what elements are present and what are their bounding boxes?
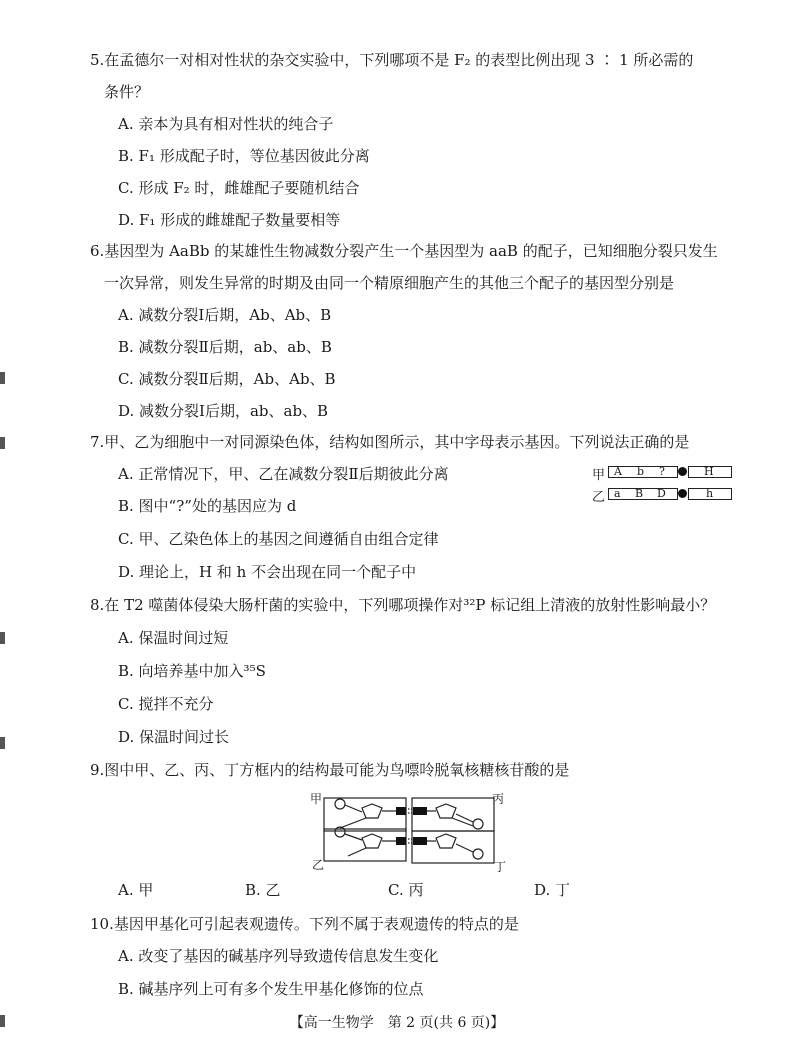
q6-option-b: B. 减数分裂Ⅱ后期，ab、ab、B [118,338,332,356]
q9-option-b: B. 乙 [245,881,281,899]
gene-label: H [704,465,714,478]
page-footer: 【高一生物学 第 2 页(共 6 页)】 [289,1015,505,1031]
chromosome-arm [688,488,732,500]
q9-options [0,880,794,900]
q10-stem: 10.基因甲基化可引起表观遗传。下列不属于表观遗传的特点的是 [90,915,519,933]
q6-stem: 6.基因型为 AaBb 的某雄性生物减数分裂产生一个基因型为 aaB 的配子，已知细胞分裂只发生 [90,242,718,260]
base-right-bottom [413,837,427,845]
q8-option-a: A. 保温时间过短 [118,629,229,647]
label-jia: 甲 [310,792,323,806]
gene-label: h [706,487,714,500]
q7-option-c: C. 甲、乙染色体上的基因之间遵循自由组合定律 [118,530,439,548]
sugar-right-top [436,804,456,818]
q9-option-d: D. 丁 [534,881,571,899]
q6-option-a: A. 减数分裂Ⅰ后期，Ab、Ab、B [118,306,332,324]
phosphate-left-top [335,799,345,809]
q8-stem: 8.在 T2 噬菌体侵染大肠杆菌的实验中，下列哪项操作对³²P 标记组上清液的放射性影响最小？ [90,596,716,614]
phosphate-right-bottom [473,849,483,859]
q5-option-d: D. F₁ 形成的雌雄配子数量要相等 [118,211,341,229]
q8-option-d: D. 保温时间过长 [118,728,230,746]
centromere [678,489,687,498]
label-yi: 乙 [312,858,325,872]
chromosome-label: 甲 [592,468,606,483]
sugar-right-bottom [436,834,456,848]
label-bing: 丙 [492,792,505,806]
label-ding: 丁 [494,860,507,874]
chromosome-label: 乙 [592,490,606,505]
sugar-left-top [362,804,382,818]
q8-option-c: C. 搅拌不充分 [118,695,214,713]
margin-mark [0,632,5,644]
margin-mark [0,737,5,749]
gene-label: A [614,465,622,478]
q7-stem: 7.甲、乙为细胞中一对同源染色体，结构如图所示，其中字母表示基因。下列说法正确的是 [90,433,690,451]
q5-option-c: C. 形成 F₂ 时，雌雄配子要随机结合 [118,179,360,197]
gene-label: a [614,487,621,500]
q5-option-a: A. 亲本为具有相对性状的纯合子 [118,115,334,133]
chromosome-arm [608,466,678,478]
gene-label: b [637,465,645,478]
base-left-bottom [396,837,406,845]
q5-stem: 5.在孟德尔一对相对性状的杂交实验中，下列哪项不是 F₂ 的表型比例出现 3 ∶ 1 所必需的 [90,51,694,69]
q10-option-a: A. 改变了基因的碱基序列导致遗传信息发生变化 [118,947,439,965]
chromosome-arm [688,466,732,478]
centromere [678,467,687,476]
dna-structure-figure [310,790,510,875]
q5-stem-cont: 条件？ [104,83,150,101]
chromosome-arm [608,488,678,500]
sugar-left-bottom [362,834,382,848]
q6-option-c: C. 减数分裂Ⅱ后期，Ab、Ab、B [118,370,336,388]
margin-mark [0,372,5,384]
q7-option-d: D. 理论上，H 和 h 不会出现在同一个配子中 [118,563,417,581]
q9-option-a: A. 甲 [118,881,154,899]
gene-label: ? [659,465,665,478]
gene-label: D [657,487,666,500]
q7-option-a: A. 正常情况下，甲、乙在减数分裂Ⅱ后期彼此分离 [118,465,449,483]
dna-diagram [310,790,510,875]
q7-option-b: B. 图中“?”处的基因应为 d [118,497,297,515]
base-right-top [413,807,427,815]
base-left-top [396,807,406,815]
q5-option-b: B. F₁ 形成配子时，等位基因彼此分离 [118,147,370,165]
q9-option-c: C. 丙 [388,881,424,899]
q8-option-b: B. 向培养基中加入³⁵S [118,662,266,680]
phosphate-right-top [473,819,483,829]
q9-stem: 9.图中甲、乙、丙、丁方框内的结构最可能为鸟嘌呤脱氧核糖核苷酸的是 [90,761,570,779]
gene-label: B [635,487,644,500]
q6-option-d: D. 减数分裂Ⅰ后期，ab、ab、B [118,402,329,420]
q10-option-b: B. 碱基序列上可有多个发生甲基化修饰的位点 [118,980,424,998]
q6-stem-cont: 一次异常，则发生异常的时期及由同一个精原细胞产生的其他三个配子的基因型分别是 [104,274,675,292]
margin-mark [0,437,5,449]
